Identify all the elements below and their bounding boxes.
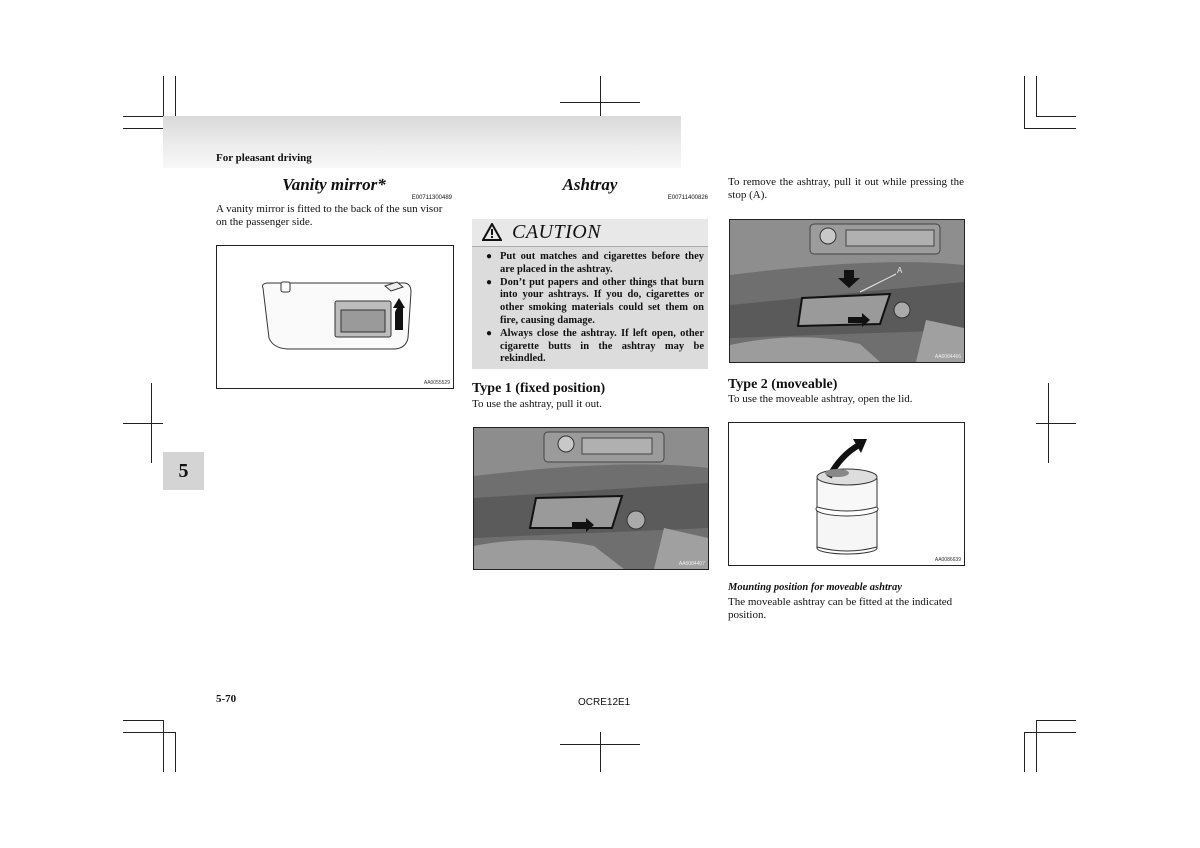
sun-visor-illustration xyxy=(217,246,453,388)
mounting-text: The moveable ashtray can be fitted at the indicated position. xyxy=(728,596,953,621)
type2-text: To use the moveable ashtray, open the lid. xyxy=(728,393,913,405)
figure-code: AA0086639 xyxy=(934,557,961,563)
ashtray-removal-illustration xyxy=(730,220,964,362)
remove-text: To remove the ashtray, pull it out while pressing the stop (A). xyxy=(728,176,964,201)
caution-box xyxy=(472,219,708,369)
type1-heading: Type 1 (fixed position) xyxy=(472,381,606,396)
caution-item: ● Always close the ashtray. If left open, other cigarette butts in the ashtray may be rekindled. xyxy=(486,328,704,366)
figure-code: AA0084466 xyxy=(934,354,961,360)
ashtray-code: E00711400826 xyxy=(667,195,708,201)
figure-code: AA0055529 xyxy=(423,380,450,386)
crop-mark xyxy=(1024,76,1025,128)
chapter-tab: 5 xyxy=(163,452,204,490)
mounting-heading: Mounting position for moveable ashtray xyxy=(728,582,902,593)
doc-code: OCRE12E1 xyxy=(578,697,631,708)
crop-mark xyxy=(1036,720,1076,721)
caution-item: ● Put out matches and cigarettes before they are placed in the ashtray. xyxy=(486,251,704,277)
caution-header xyxy=(472,219,708,247)
caution-item: ● Don’t put papers and other things that burn into your ashtrays. If you do, cigarettes or other smoking materials could set them on fire, causing damage. xyxy=(486,277,704,328)
crop-mark xyxy=(151,383,152,463)
warning-icon xyxy=(482,223,502,241)
ashtray-remove-figure xyxy=(729,219,965,363)
page-number: 5-70 xyxy=(216,693,237,705)
ashtray-type1-figure xyxy=(473,427,709,570)
crop-mark xyxy=(1036,76,1037,116)
figure-code: AA0084407 xyxy=(678,561,705,567)
crop-mark xyxy=(1024,128,1076,129)
crop-mark xyxy=(1024,732,1025,772)
crop-mark xyxy=(600,76,601,116)
type2-heading: Type 2 (moveable) xyxy=(728,377,838,392)
crop-mark xyxy=(163,720,164,772)
crop-mark xyxy=(1024,732,1076,733)
crop-mark xyxy=(123,423,163,424)
type1-text: To use the ashtray, pull it out. xyxy=(472,398,602,410)
caution-title: CAUTION xyxy=(512,221,602,243)
vanity-mirror-heading: Vanity mirror* xyxy=(282,175,386,194)
crop-mark xyxy=(600,732,601,772)
crop-mark xyxy=(1048,383,1049,463)
vanity-mirror-text: A vanity mirror is fitted to the back of the sun visor on the passenger side. xyxy=(216,203,443,228)
dashboard-ashtray-illustration xyxy=(474,428,708,569)
vanity-mirror-code: E00711300489 xyxy=(411,195,452,201)
label-a: A xyxy=(897,266,903,275)
ashtray-heading: Ashtray xyxy=(562,175,618,194)
moveable-ashtray-figure xyxy=(728,422,965,566)
crop-mark xyxy=(1036,116,1076,117)
crop-mark xyxy=(1036,423,1076,424)
crop-mark xyxy=(123,732,175,733)
vanity-mirror-figure xyxy=(216,245,454,389)
crop-mark xyxy=(175,732,176,772)
caution-list xyxy=(486,251,704,366)
crop-mark xyxy=(123,128,163,129)
crop-mark xyxy=(1036,720,1037,772)
section-title: For pleasant driving xyxy=(216,152,312,164)
moveable-ashtray-illustration xyxy=(729,423,964,565)
crop-mark xyxy=(175,76,176,116)
crop-mark xyxy=(123,720,163,721)
